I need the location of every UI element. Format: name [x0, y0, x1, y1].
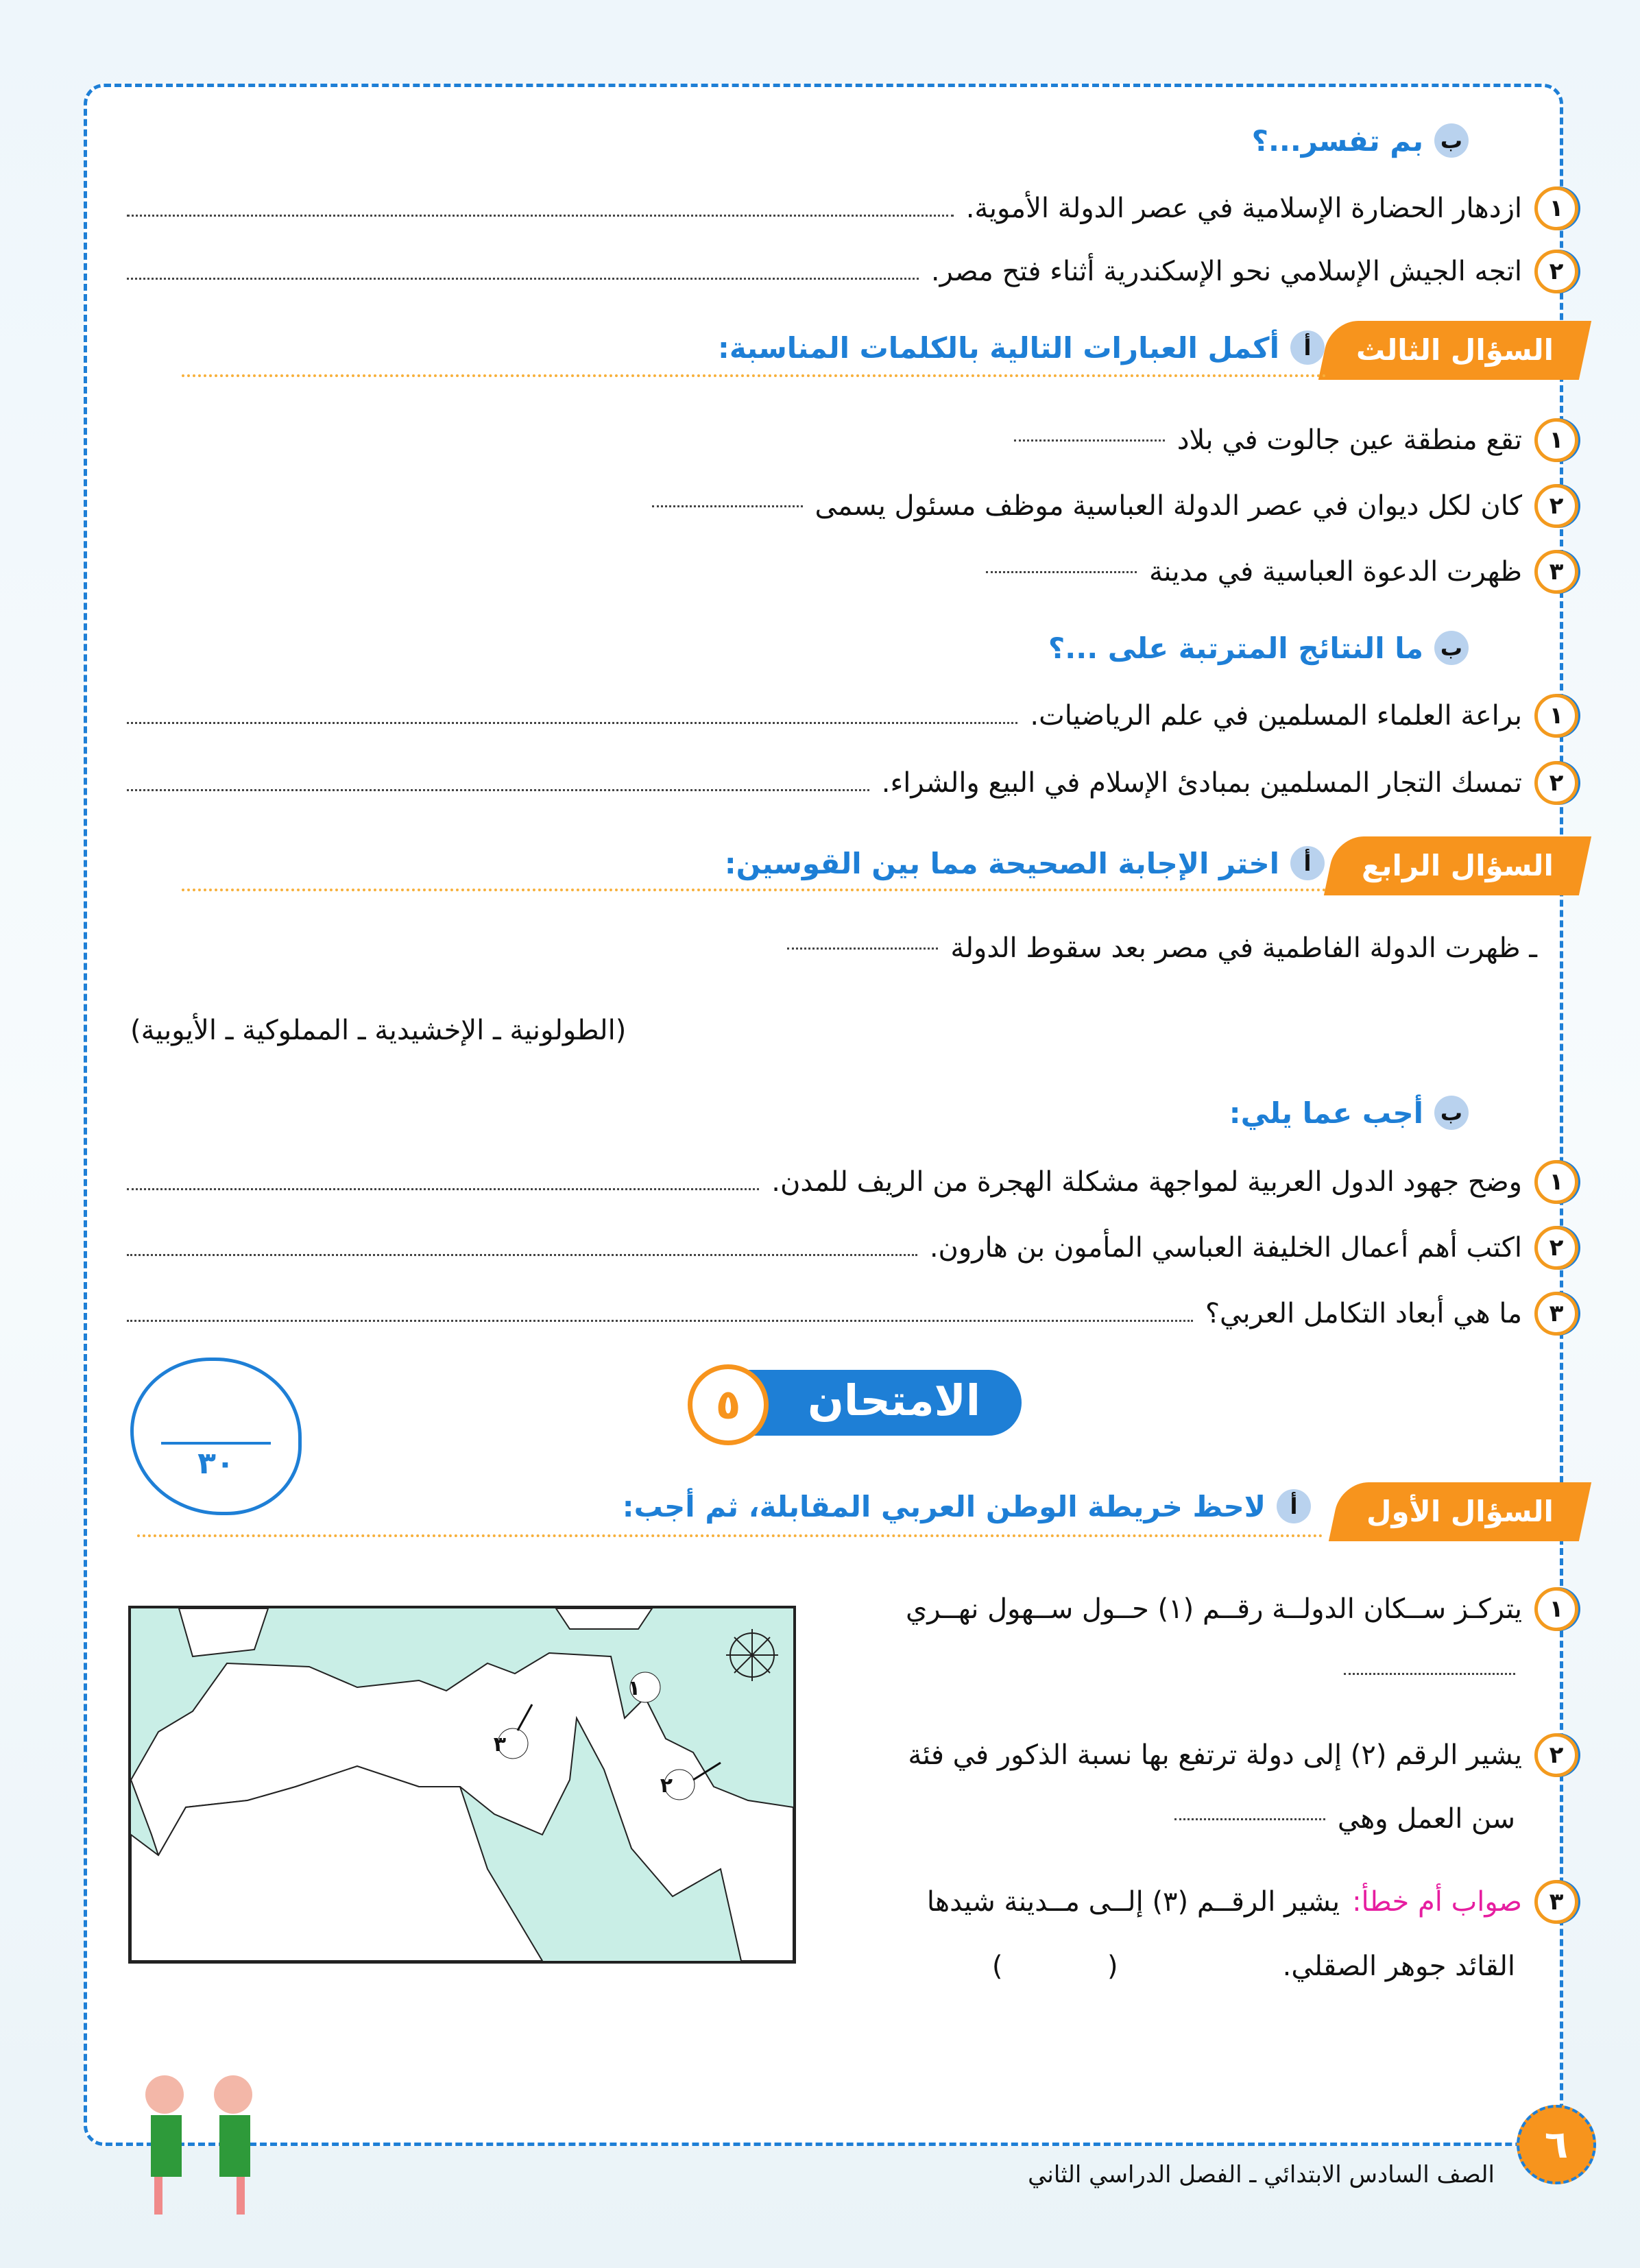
question-item	[652, 484, 1578, 528]
answer-blank[interactable]	[1344, 1673, 1515, 1675]
answer-blank[interactable]	[1174, 1818, 1325, 1820]
question-item	[127, 761, 1578, 805]
question-1-header	[1335, 1482, 1585, 1541]
question-tag: السؤال الرابع	[1324, 836, 1591, 895]
page-number: ٦	[1517, 2105, 1596, 2184]
footer-text: الصف السادس الابتدائي ـ الفصل الدراسي الثاني	[1028, 2161, 1495, 2188]
item-text: براعة العلماء المسلمين في علم الرياضيات.	[1030, 700, 1522, 732]
item-text: ـ ظهرت الدولة الفاطمية في مصر بعد سقوط الدولة	[950, 932, 1537, 964]
divider	[182, 889, 1327, 891]
section-title: أكمل العبارات التالية بالكلمات المناسبة:	[718, 330, 1279, 365]
subsection-complete	[718, 330, 1325, 365]
answer-bracket[interactable]: ( )	[991, 1951, 1118, 1982]
item-number: ٢	[1534, 484, 1578, 528]
answer-blank[interactable]	[652, 505, 803, 507]
question-item	[1014, 418, 1578, 462]
item-text: تمسك التجار المسلمين بمبادئ الإسلام في البيع والشراء.	[881, 767, 1522, 799]
subsection-explain	[1252, 123, 1469, 158]
map-label-2: ٢	[660, 1774, 673, 1798]
item-number: ١	[1534, 694, 1578, 738]
divider	[182, 374, 1327, 377]
compass-icon	[726, 1629, 778, 1681]
item-text: ازدهار الحضارة الإسلامية في عصر الدولة الأموية.	[965, 193, 1522, 224]
item-text: يتركـز ســكان الدولــة رقــم (١) حــول ســهول نهــري	[906, 1593, 1522, 1625]
item-text: اتجه الجيش الإسلامي نحو الإسكندرية أثناء فتح مصر.	[930, 256, 1522, 287]
item-text: القائد جوهر الصقلي.	[1282, 1951, 1515, 1982]
section-title: بم تفسر...؟	[1251, 123, 1423, 158]
section-letter: أ	[1290, 846, 1325, 880]
answer-options: (الطولونية ـ الإخشيدية ـ المملوكية ـ الأيوبية)	[130, 1015, 627, 1046]
section-title: لاحظ خريطة الوطن العربي المقابلة، ثم أجب:	[622, 1489, 1266, 1523]
answer-line[interactable]	[127, 1254, 917, 1256]
item-number: ٢	[1534, 1733, 1578, 1777]
question-item-cont	[992, 1951, 1515, 1982]
item-text: سن العمل وهي	[1337, 1803, 1515, 1835]
item-number: ٢	[1534, 1226, 1578, 1270]
question-item	[127, 694, 1578, 738]
answer-line[interactable]	[127, 722, 1017, 724]
section-letter: أ	[1277, 1489, 1311, 1523]
item-number: ١	[1534, 1587, 1578, 1631]
item-number: ١	[1534, 418, 1578, 462]
question-item	[127, 250, 1578, 293]
answer-blank[interactable]	[986, 571, 1137, 573]
question-item	[986, 550, 1578, 594]
item-text: وضح جهود الدول العربية لمواجهة مشكلة الهجرة من الريف للمدن.	[771, 1166, 1522, 1198]
kids-illustration	[120, 2067, 305, 2225]
item-number: ٣	[1534, 1880, 1578, 1924]
arab-world-map	[128, 1606, 796, 1964]
section-letter: ب	[1434, 123, 1469, 158]
answer-line[interactable]	[127, 215, 954, 217]
map-label-1: ١	[627, 1676, 640, 1700]
item-number: ٣	[1534, 1292, 1578, 1336]
question-tag: السؤال الثالث	[1318, 321, 1591, 380]
exam-number: ٥	[688, 1364, 769, 1445]
subsection-map	[623, 1489, 1311, 1523]
question-3-header	[1325, 321, 1585, 380]
question-item	[906, 1587, 1578, 1631]
total-score: ٣٠	[197, 1446, 234, 1481]
question-item-cont	[1174, 1803, 1515, 1835]
section-title: اختر الإجابة الصحيحة مما بين القوسين:	[724, 846, 1279, 880]
item-number: ٣	[1534, 550, 1578, 594]
item-number: ١	[1534, 1160, 1578, 1204]
section-letter: ب	[1434, 1096, 1469, 1130]
question-4-header	[1330, 836, 1585, 895]
item-text: يشير الرقــم (٣) إلــى مــدينة شيدها	[926, 1886, 1340, 1918]
section-letter: أ	[1290, 330, 1325, 365]
question-item	[127, 1160, 1578, 1204]
question-item	[787, 932, 1537, 964]
answer-line[interactable]	[127, 1320, 1193, 1322]
answer-line[interactable]	[127, 278, 919, 280]
answer-line[interactable]	[127, 1188, 759, 1190]
section-letter: ب	[1434, 631, 1469, 665]
subsection-answer	[1229, 1096, 1469, 1130]
item-text: ما هي أبعاد التكامل العربي؟	[1205, 1298, 1522, 1329]
divider	[137, 1534, 1323, 1537]
answer-blank[interactable]	[787, 948, 938, 950]
question-item	[127, 1292, 1578, 1336]
section-title: ما النتائج المترتبة على ...؟	[1048, 631, 1423, 665]
map-label-3: ٣	[493, 1733, 506, 1757]
item-number: ١	[1534, 186, 1578, 230]
item-text: تقع منطقة عين جالوت في بلاد	[1177, 424, 1522, 456]
question-item	[908, 1733, 1578, 1777]
question-item	[927, 1880, 1578, 1924]
answer-blank[interactable]	[1014, 439, 1165, 442]
item-text: ظهرت الدعوة العباسية في مدينة	[1148, 556, 1522, 588]
subsection-results	[1048, 631, 1469, 665]
question-tag: السؤال الأول	[1329, 1482, 1591, 1541]
item-text: يشير الرقم (٢) إلى دولة ترتفع بها نسبة الذكور في فئة	[908, 1739, 1522, 1771]
answer-line[interactable]	[127, 789, 869, 791]
item-number: ٢	[1534, 250, 1578, 293]
item-text: اكتب أهم أعمال الخليفة العباسي المأمون بن هارون.	[929, 1232, 1522, 1264]
subsection-choose	[725, 846, 1325, 880]
section-title: أجب عما يلي:	[1229, 1096, 1423, 1130]
item-text: كان لكل ديوان في عصر الدولة العباسية موظف مسئول يسمى	[815, 490, 1522, 522]
question-item	[127, 1226, 1578, 1270]
exam-title: الامتحان	[808, 1375, 980, 1425]
item-number: ٢	[1534, 761, 1578, 805]
true-false-label: صواب أم خطأ:	[1352, 1886, 1522, 1918]
question-item	[127, 186, 1578, 230]
